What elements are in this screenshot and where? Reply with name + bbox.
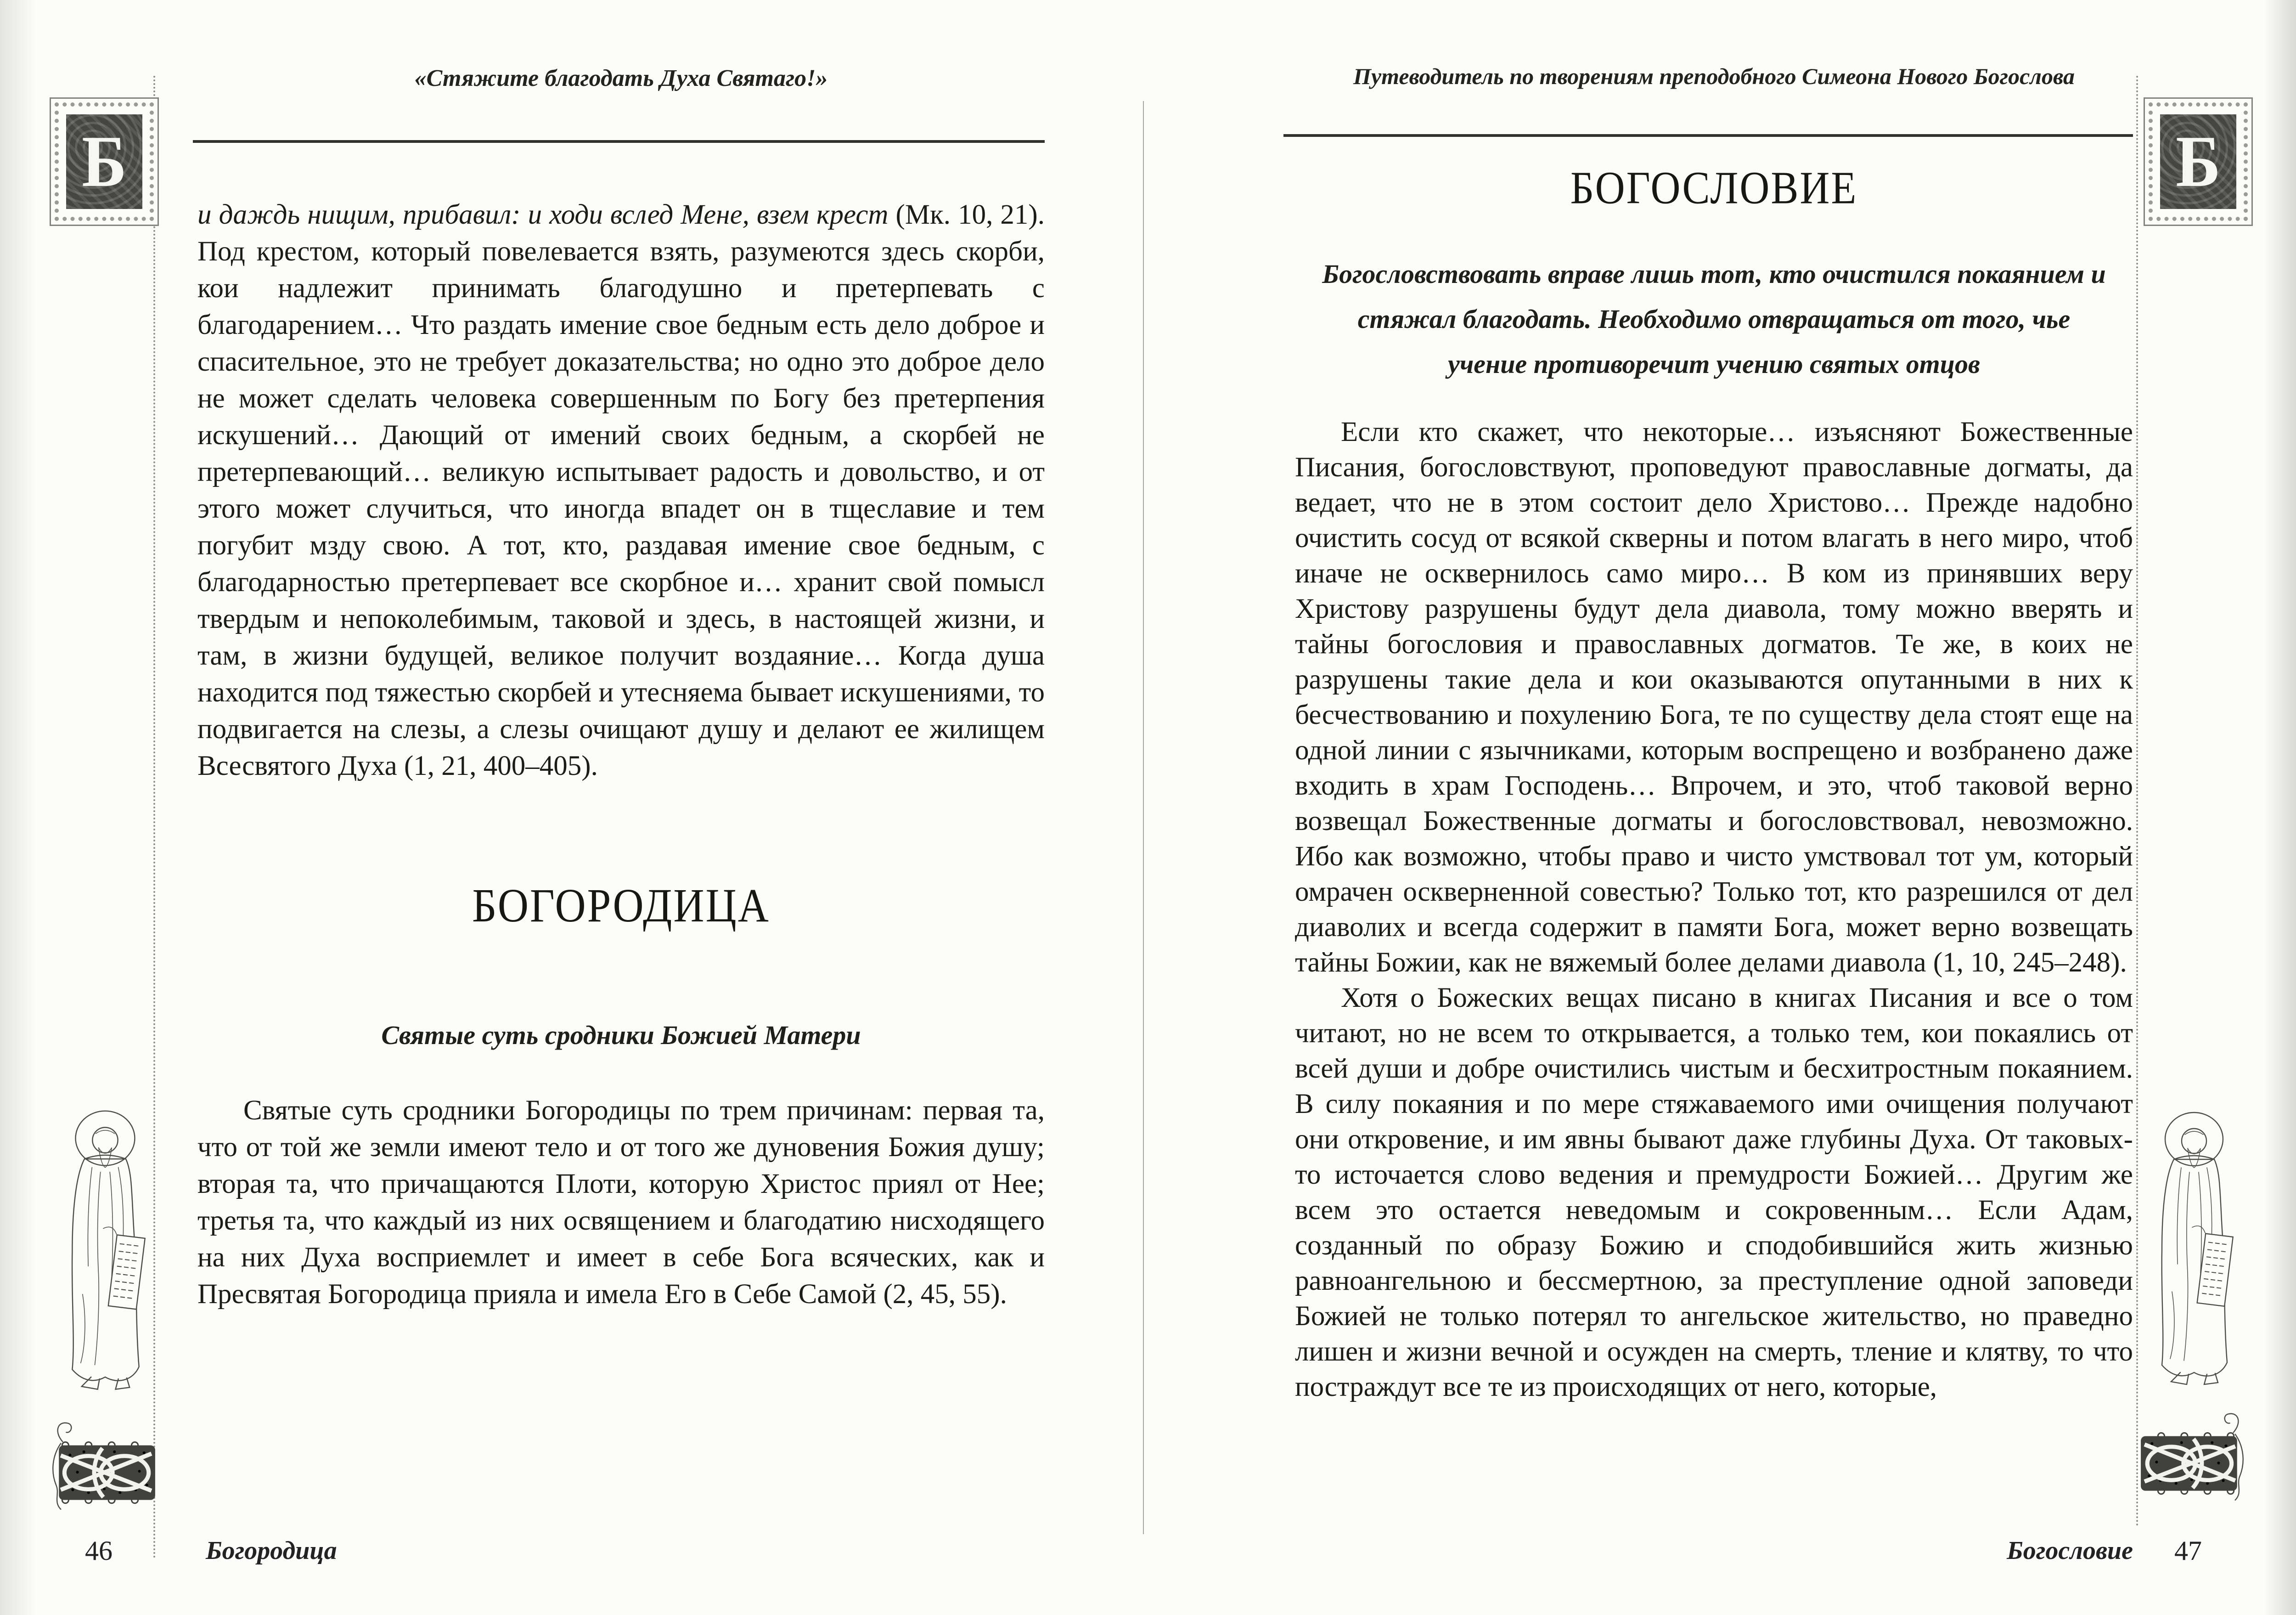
left-section-subtitle: Святые суть сродники Божией Матери bbox=[381, 1020, 861, 1050]
left-footer-running-title: Богородица bbox=[206, 1536, 337, 1565]
right-body-paragraph-1: Если кто скажет, что некоторые… изъясняют Божественные Писания, богословствуют, проповедуют православные догматы, да ведает, что не в этом состоит дело Христово… Прежде надобно очистить сосуд от всякой скверны и потом влагать в него миро, чтоб иначе не осквернилось само миро… В ком из принявших веру Христову разрушены будут дела диавола, тому можно вверять и тайны богословия и православных догматов. Те же, в коих не разрушены такие дела и кои оказываются опутанными в них к бесчествованию и похулению Бога, те по существу дела стоят еще на одной линии с язычниками, которым воспрещено и возбранено даже входить в храм Господень… Впрочем, и это, чтоб таковой верно возвещал Божественные догматы и богословствовал, невозможно. Ибо как возможно, чтобы право и чисто умствовал тот ум, который омрачен оскверненной совестью? Только тот, кто разрешился от дел диаволих и всегда содержит в памяти Бога, может верно возвещать тайны Божии, как не вяжемый более делами диавола (1, 10, 245–248). bbox=[1295, 417, 2133, 978]
saint-engraving-icon bbox=[2148, 1097, 2240, 1395]
knot-ornament-icon bbox=[2138, 1402, 2249, 1518]
right-page-number: 47 bbox=[2174, 1536, 2202, 1566]
scan-edge-left bbox=[0, 0, 37, 1615]
left-section-heading: БОГОРОДИЦА bbox=[472, 879, 770, 932]
right-section-heading: БОГОСЛОВИЕ bbox=[1570, 163, 1858, 214]
initial-letter: Б bbox=[82, 121, 127, 203]
ornate-initial-block-icon bbox=[2144, 97, 2253, 226]
right-running-header: Путеводитель по творениям преподобного Симеона Нового Богослова bbox=[1353, 63, 2075, 89]
left-header-rule bbox=[193, 140, 1045, 143]
left-page-number: 46 bbox=[85, 1536, 113, 1566]
right-margin-dotted-rule bbox=[2136, 76, 2138, 1527]
right-section-subtitle: Богословствовать вправе лишь тот, кто очистился покаянием и стяжал благодать. Необходимо отвращаться от того, чье учение противоречит учению святых отцов bbox=[1322, 259, 2106, 379]
left-margin-dotted-rule bbox=[153, 76, 155, 1559]
left-running-header: «Стяжите благодать Духа Святаго!» bbox=[414, 65, 828, 91]
left-body-paragraph bbox=[197, 197, 1045, 785]
ornate-initial-background bbox=[2160, 114, 2236, 209]
ornate-initial-background bbox=[66, 114, 142, 209]
ornate-initial-block-icon bbox=[50, 97, 159, 226]
right-page bbox=[1166, 0, 2296, 1615]
right-body-text bbox=[1295, 414, 2133, 1405]
left-body-text bbox=[197, 197, 1045, 785]
knot-ornament-icon bbox=[47, 1411, 158, 1527]
scripture-quote: и даждь нищим, прибавил: и ходи вслед Мене, взем крест bbox=[197, 199, 889, 230]
saint-engraving-icon bbox=[58, 1097, 152, 1398]
initial-letter: Б bbox=[2176, 121, 2221, 203]
left-page bbox=[41, 0, 1166, 1615]
paragraph-continuation: (Мк. 10, 21). Под крестом, который повелевается взять, разумеются здесь скорби, кои надлежит принимать благодушно и претерпевать с благодарением… Что раздать имение свое бедным есть дело доброе и спасительное, это не требует доказательства; но одно это доброе дело не может сделать человека совершенным по Богу без претерпения искушений… Дающий от имений своих бедным, а скорбей не претерпевающий… великую испытывает радость и довольство, и от этого может случиться, что иногда впадет он в тщеславие и тем погубит мзду свою. А тот, кто, раздавая имение свое бедным, с благодарностью претерпевает все скорбное и… хранит свой помысл твердым и непоколебимым, таковой и здесь, в настоящей жизни, и там, в жизни будущей, великое получит воздаяние… Когда душа находится под тяжестью скорбей и утесняема бывает искушениями, то подвигается на слезы, а слезы очищают душу и делают ее жилищем Всесвятого Духа (1, 21, 400–405). bbox=[197, 199, 1045, 781]
right-header-rule bbox=[1283, 134, 2133, 137]
right-footer-running-title: Богословие bbox=[2007, 1536, 2133, 1565]
left-section-text bbox=[197, 1092, 1045, 1313]
left-section-paragraph: Святые суть сродники Богородицы по трем причинам: первая та, что от той же земли имеют тело и от того же дуновения Божия душу; вторая та, что причащаются Плоти, которую Христос приял от Нее; третья та, что каждый из них освящением и благодатию нисходящего на них Духа восприемлет и имеет в себе Бога всяческих, как и Пресвятая Богородица прияла и имела Его в Себе Самой (2, 45, 55). bbox=[197, 1095, 1045, 1310]
right-body-paragraph-2: Хотя о Божеских вещах писано в книгах Писания и все о том читают, но не всем то открывается, а только тем, кои покаялись от всей души и добре очистились чистым и бесхитростным покаянием. В силу покаяния и по мере стяжаваемого ими очищения получают они откровение, и им явны бывают даже глубины Духа. От таковых-то источается слово ведения и премудрости Божией… Другим же всем это остается неведомым и сокровенным… Если Адам, созданный по образу Божию и сподобившийся жить жизнью равноангельною и бессмертною, за преступление одной заповеди Божией не только потерял то ангельское жительство, но праведно лишен и жизни вечной и осужден на смерть, тление и клятву, то что постраждут все те из происходящих от него, которые, bbox=[1295, 983, 2133, 1402]
